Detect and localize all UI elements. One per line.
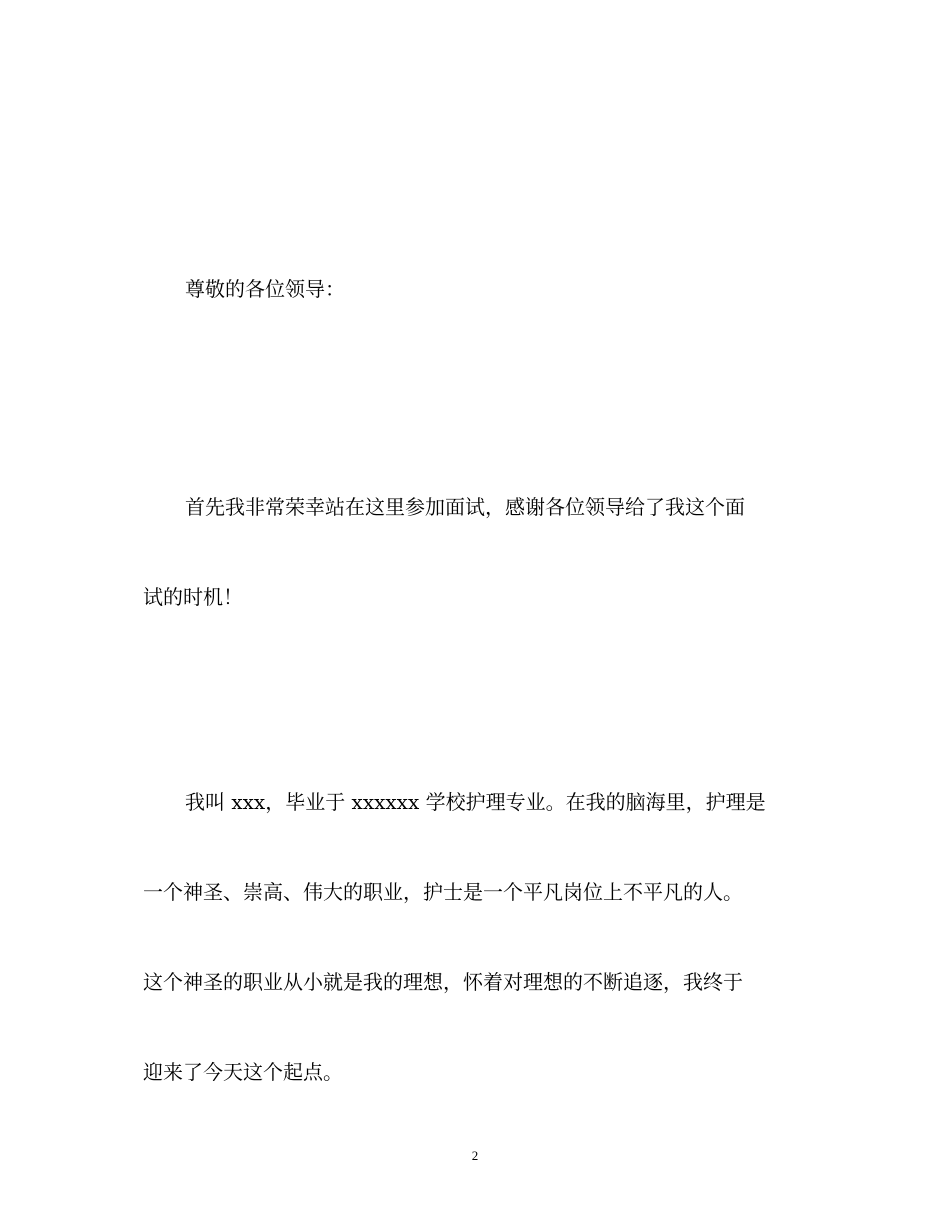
page-number: 2 bbox=[471, 1148, 479, 1163]
paragraph-2-line-2: 一个神圣、崇高、伟大的职业，护士是一个平凡岗位上不平凡的人。 bbox=[143, 880, 743, 904]
paragraph-2 bbox=[143, 757, 803, 1117]
paragraph-2-line-4: 迎来了今天这个起点。 bbox=[143, 1060, 343, 1084]
paragraph-2-line-1: 我叫 xxx，毕业于 xxxxxx 学校护理专业。在我的脑海里，护理是 bbox=[185, 790, 766, 814]
paragraph-2-line-3: 这个神圣的职业从小就是我的理想，怀着对理想的不断追逐，我终于 bbox=[143, 970, 743, 994]
paragraph-1-line-2: 试的时机！ bbox=[143, 585, 243, 609]
greeting-line: 尊敬的各位领导： bbox=[185, 277, 345, 301]
greeting-paragraph bbox=[143, 244, 803, 334]
paragraph-1-line-1: 首先我非常荣幸站在这里参加面试，感谢各位领导给了我这个面 bbox=[185, 495, 745, 519]
paragraph-1 bbox=[143, 462, 803, 642]
